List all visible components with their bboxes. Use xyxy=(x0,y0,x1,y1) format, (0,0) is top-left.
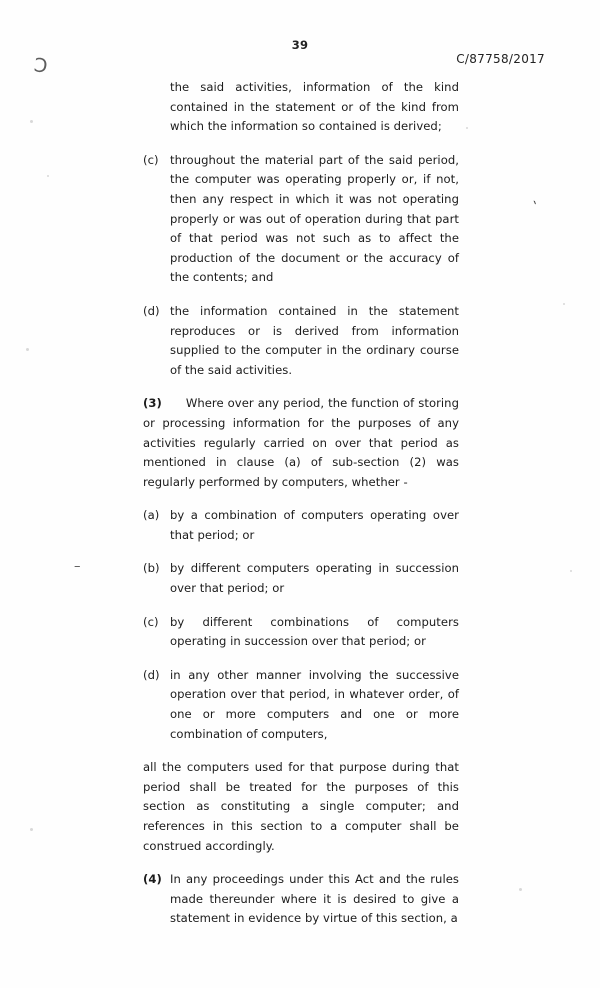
subsection-marker: (3) xyxy=(143,396,162,411)
margin-scan-artifact-curl: Ɔ xyxy=(32,54,49,78)
clause-marker: (d) xyxy=(143,303,160,318)
clause-marker: (b) xyxy=(143,561,160,576)
scan-speck xyxy=(563,303,565,305)
document-reference-number: C/87758/2017 xyxy=(456,52,545,66)
scan-speck xyxy=(26,348,29,351)
clause-text: by different combinations of computers operating in succession over that period; or xyxy=(170,614,459,649)
clause-marker: (d) xyxy=(143,667,160,682)
scan-speck xyxy=(47,175,49,177)
clause-b-second-group xyxy=(143,559,459,598)
scan-speck xyxy=(466,127,468,129)
clause-text: throughout the material part of the said period, the computer was operating properly or, if not, then any respect in which it was not operating properly or was out of operation during that part of that period was not such as to affect the production of the document or the accuracy of the contents; and xyxy=(170,152,459,285)
clause-text: the information contained in the statement reproduces or is derived from information supplied to the computer in the ordinary course of the said activities. xyxy=(170,303,459,377)
subsection-text: Where over any period, the function of storing or processing information for the purposes of any activities regularly carried on over that period as mentioned in clause (a) of sub-section (2) was regularly performed by computers, whether - xyxy=(143,396,459,489)
subsection-4 xyxy=(143,870,459,929)
clause-d-first-group xyxy=(143,302,459,380)
clause-d-second-group xyxy=(143,666,459,744)
clause-marker: (c) xyxy=(143,614,159,629)
clause-c-first-group xyxy=(143,151,459,288)
margin-scan-artifact-dash: – xyxy=(74,559,81,574)
scan-speck xyxy=(30,120,33,123)
clause-c-second-group xyxy=(143,613,459,652)
scan-speck xyxy=(570,570,572,572)
document-body xyxy=(143,78,459,943)
clause-text: in any other manner involving the successive operation over that period, in whatever order, of one or more computers and one or more combination of computers, xyxy=(170,667,459,741)
margin-scan-artifact-tick: ˋ xyxy=(527,198,541,218)
continued-paragraph: the said activities, information of the kind contained in the statement or of the kind from which the information so contained is derived; xyxy=(170,80,459,134)
scan-speck xyxy=(519,888,522,891)
page-number: 39 xyxy=(291,38,309,52)
clause-text: by different computers operating in succession over that period; or xyxy=(170,561,459,596)
clause-marker: (c) xyxy=(143,152,159,167)
subsection-marker: (4) xyxy=(143,872,162,887)
subsection-3 xyxy=(143,394,459,492)
subsection-text: In any proceedings under this Act and the rules made thereunder where it is desired to give a statement in evidence by virtue of this section, a xyxy=(170,872,459,926)
closing-paragraph: all the computers used for that purpose during that period shall be treated for the purposes of this section as constituting a single computer; and references in this section to a computer shall be construed accordingly. xyxy=(143,760,459,853)
scan-speck xyxy=(30,828,33,831)
clause-text: by a combination of computers operating over that period; or xyxy=(170,508,459,542)
clause-marker: (a) xyxy=(143,508,160,523)
clause-a-second-group xyxy=(143,506,459,545)
